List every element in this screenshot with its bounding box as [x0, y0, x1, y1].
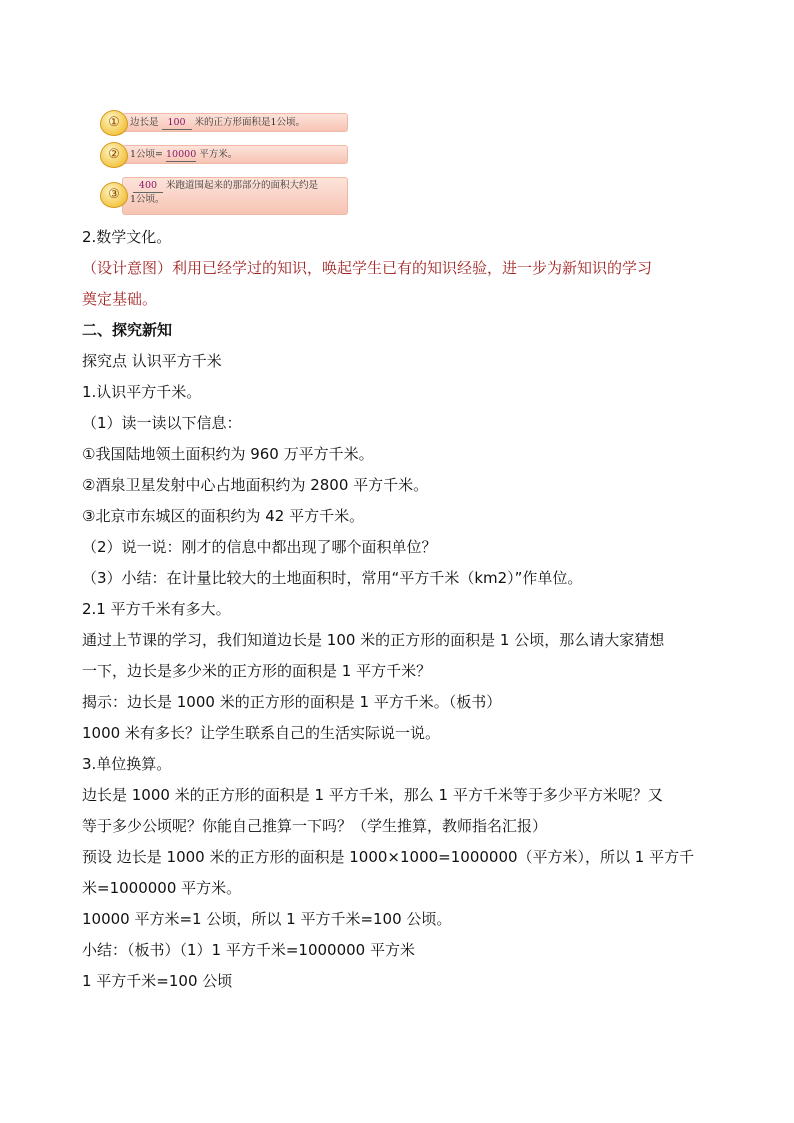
subheading: 1.认识平方千米。 — [82, 383, 202, 401]
design-intent-line-1: （设计意图）利用已经学过的知识，唤起学生已有的知识经验，进一步为新知识的学习 — [82, 259, 653, 277]
section-heading: 二、探究新知 — [82, 321, 173, 339]
card-text: 1公顷= 10000 平方米。 — [130, 149, 238, 160]
heading-math-culture: 2.数学文化。 — [82, 228, 172, 246]
answer-blank: 100 — [162, 116, 192, 130]
text-line: 1000 米有多长？让学生联系自己的生活实际说一说。 — [82, 724, 440, 742]
exploration-point: 探究点 认识平方千米 — [82, 352, 222, 370]
text-line: 10000 平方米=1 公顷，所以 1 平方千米=100 公顷。 — [82, 910, 452, 928]
text-line: 边长是 1000 米的正方形的面积是 1 平方千米，那么 1 平方千米等于多少平方米呢？又 — [82, 786, 663, 804]
text-line: （3）小结：在计量比较大的土地面积时，常用“平方千米（km2）”作单位。 — [82, 569, 583, 587]
fill-in-card-3 — [100, 174, 348, 218]
answer-blank: 10000 — [166, 149, 197, 160]
text-line: ②酒泉卫星发射中心占地面积约为 2800 平方千米。 — [82, 476, 429, 494]
card-text: 400 米跑道围起来的那部分的面积大约是 1公顷。 — [130, 180, 319, 205]
fill-in-card-2 — [100, 142, 348, 167]
text-line: 等于多少公顷呢？你能自己推算一下吗？（学生推算，教师指名汇报） — [82, 817, 548, 835]
text-line: ①我国陆地领土面积约为 960 万平方千米。 — [82, 445, 374, 463]
text-line: 预设 边长是 1000 米的正方形的面积是 1000×1000=1000000（平方米），所以 1 平方千 — [82, 848, 695, 866]
text-line: （1）读一读以下信息： — [82, 414, 242, 432]
text-line: ③北京市东城区的面积约为 42 平方千米。 — [82, 507, 365, 525]
number-badge: ② — [100, 142, 128, 168]
summary-line: 1 平方千米=100 公顷 — [82, 972, 233, 990]
card-text: 边长是 100 米的正方形面积是1公顷。 — [130, 117, 306, 128]
text-line: 一下，边长是多少米的正方形的面积是 1 平方千米？ — [82, 662, 432, 680]
lesson-body — [82, 222, 712, 997]
design-intent-line-2: 奠定基础。 — [82, 290, 158, 308]
summary-line: 小结：（板书）（1）1 平方千米=1000000 平方米 — [82, 941, 415, 959]
number-badge: ③ — [100, 182, 128, 208]
text-line: （2）说一说：刚才的信息中都出现了哪个面积单位？ — [82, 538, 437, 556]
answer-blank: 400 — [133, 179, 163, 193]
text-line: 通过上节课的学习，我们知道边长是 100 米的正方形的面积是 1 公顷，那么请大家猜想 — [82, 631, 665, 649]
number-badge: ① — [100, 110, 128, 136]
subheading: 3.单位换算。 — [82, 755, 172, 773]
subheading: 2.1 平方千米有多大。 — [82, 600, 231, 618]
fill-in-card-1 — [100, 110, 348, 135]
text-line: 米=1000000 平方米。 — [82, 879, 242, 897]
text-line: 揭示：边长是 1000 米的正方形的面积是 1 平方千米。（板书） — [82, 693, 502, 711]
